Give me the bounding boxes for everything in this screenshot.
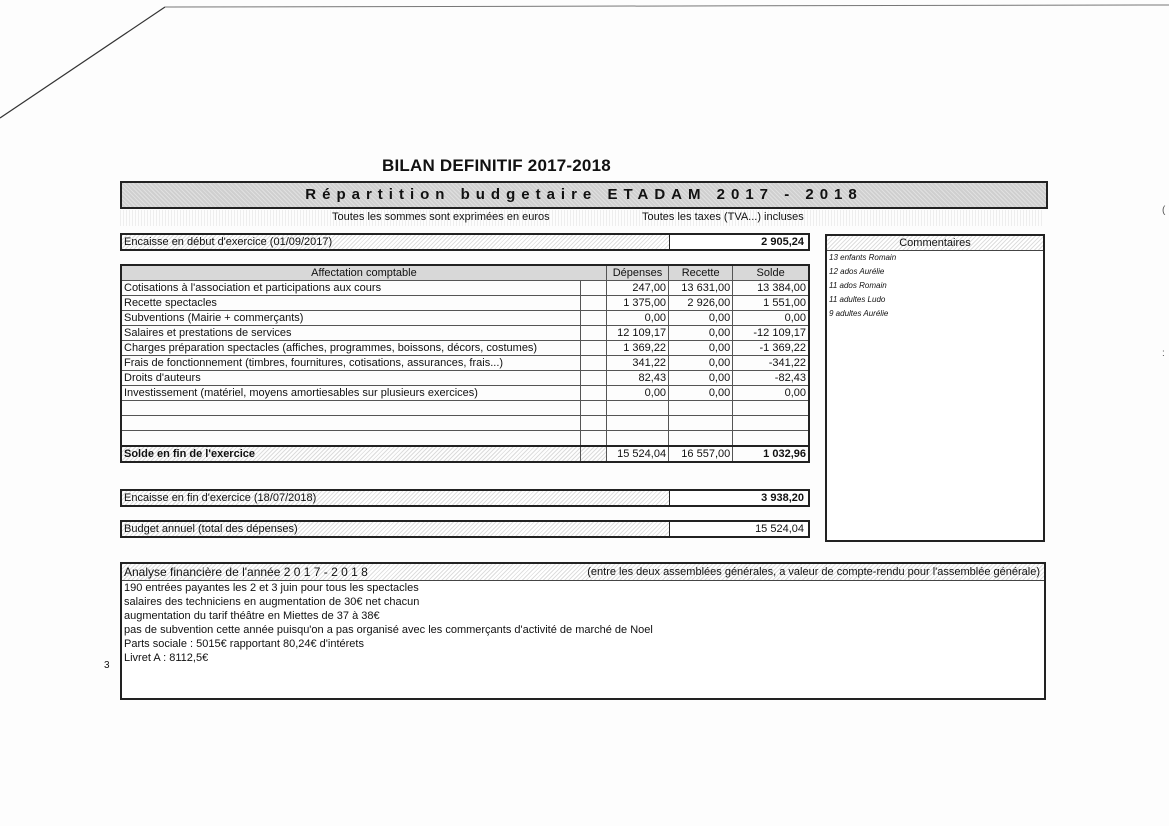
row-recette: 13 631,00 (669, 281, 733, 296)
row-code-cell (580, 296, 606, 311)
total-recette: 16 557,00 (669, 446, 733, 462)
row-depenses: 0,00 (606, 311, 668, 326)
row-recette (669, 416, 733, 431)
financial-analysis (120, 562, 1046, 700)
row-label (121, 431, 580, 447)
analysis-line: Livret A : 8112,5€ (124, 652, 209, 664)
row-solde: -341,22 (733, 356, 809, 371)
row-depenses: 82,43 (606, 371, 668, 386)
row-label: Recette spectacles (121, 296, 580, 311)
row-solde: 0,00 (733, 386, 809, 401)
header-depenses: Dépenses (606, 265, 668, 281)
table-row (121, 371, 809, 386)
analysis-line: pas de subvention cette année puisqu'on a pas organisé avec les commerçants d'activité de marché de Noel (124, 624, 653, 636)
row-depenses (606, 401, 668, 416)
row-code-cell (580, 371, 606, 386)
table-row (121, 416, 809, 431)
comments-panel (825, 234, 1045, 542)
comment-item: 12 ados Aurélie (829, 267, 885, 276)
row-label (121, 401, 580, 416)
closing-balance-label: Encaisse en fin d'exercice (18/07/2018) (124, 492, 317, 504)
header-solde: Solde (733, 265, 809, 281)
row-recette (669, 401, 733, 416)
row-solde: 13 384,00 (733, 281, 809, 296)
row-code-cell (580, 386, 606, 401)
total-code-cell (580, 446, 606, 462)
table-row (121, 356, 809, 371)
row-solde: -12 109,17 (733, 326, 809, 341)
subtitle-line (120, 210, 1044, 226)
total-row (121, 446, 809, 462)
row-label: Frais de fonctionnement (timbres, fournitures, cotisations, assurances, frais...) (121, 356, 580, 371)
row-recette: 0,00 (669, 341, 733, 356)
row-recette: 2 926,00 (669, 296, 733, 311)
scan-edge-line (0, 0, 1169, 130)
row-solde: 1 551,00 (733, 296, 809, 311)
table-header-row (121, 265, 809, 281)
comment-item: 9 adultes Aurélie (829, 309, 889, 318)
row-depenses (606, 416, 668, 431)
annual-budget-label: Budget annuel (total des dépenses) (124, 523, 298, 535)
opening-balance (120, 233, 810, 251)
analysis-line: salaires des techniciens en augmentation de 30€ net chacun (124, 596, 420, 608)
row-depenses: 341,22 (606, 356, 668, 371)
row-code-cell (580, 311, 606, 326)
row-recette: 0,00 (669, 326, 733, 341)
row-code-cell (580, 431, 606, 447)
row-depenses: 12 109,17 (606, 326, 668, 341)
analysis-title: Analyse financière de l'année 2 0 1 7 - 2 0 1 8 (124, 565, 368, 579)
row-recette: 0,00 (669, 356, 733, 371)
table-row (121, 326, 809, 341)
comments-header: Commentaires (827, 236, 1043, 251)
analysis-note: (entre les deux assemblées générales, a valeur de compte-rendu pour l'assemblée générale) (587, 566, 1040, 578)
table-row (121, 311, 809, 326)
comment-item: 11 adultes Ludo (829, 295, 886, 304)
analysis-line: 190 entrées payantes les 2 et 3 juin pour tous les spectacles (124, 582, 419, 594)
row-depenses: 0,00 (606, 386, 668, 401)
annual-budget (120, 520, 810, 538)
row-depenses: 1 375,00 (606, 296, 668, 311)
row-label: Investissement (matériel, moyens amortiesables sur plusieurs exercices) (121, 386, 580, 401)
table-row (121, 281, 809, 296)
row-code-cell (580, 356, 606, 371)
comment-item: 13 enfants Romain (829, 253, 897, 262)
currency-note: Toutes les sommes sont exprimées en euros (332, 211, 550, 223)
row-label (121, 416, 580, 431)
table-row (121, 386, 809, 401)
comment-item: 11 ados Romain (829, 281, 887, 290)
row-code-cell (580, 401, 606, 416)
row-code-cell (580, 341, 606, 356)
edge-mark: : (1162, 348, 1165, 359)
header-recette: Recette (669, 265, 733, 281)
row-code-cell (580, 326, 606, 341)
total-label: Solde en fin de l'exercice (121, 446, 580, 462)
edge-mark: ( (1162, 205, 1166, 216)
table-row (121, 341, 809, 356)
row-depenses: 247,00 (606, 281, 668, 296)
opening-balance-label: Encaisse en début d'exercice (01/09/2017) (124, 236, 333, 248)
closing-balance (120, 489, 810, 507)
header-affectation: Affectation comptable (121, 265, 606, 281)
row-solde (733, 401, 809, 416)
row-depenses (606, 431, 668, 447)
row-recette: 0,00 (669, 371, 733, 386)
tax-note: Toutes les taxes (TVA...) incluses (642, 211, 804, 223)
row-code-cell (580, 416, 606, 431)
row-solde: -82,43 (733, 371, 809, 386)
row-label: Subventions (Mairie + commerçants) (121, 311, 580, 326)
total-depenses: 15 524,04 (606, 446, 668, 462)
row-code-cell (580, 281, 606, 296)
budget-banner: Répartition budgetaire ETADAM 2017 - 2018 (120, 181, 1048, 209)
closing-balance-value: 3 938,20 (669, 491, 808, 505)
analysis-line: Parts sociale : 5015€ rapportant 80,24€ d'intérets (124, 638, 364, 650)
total-solde: 1 032,96 (733, 446, 809, 462)
row-label: Cotisations à l'association et participations aux cours (121, 281, 580, 296)
row-label: Salaires et prestations de services (121, 326, 580, 341)
table-row (121, 431, 809, 447)
opening-balance-value: 2 905,24 (669, 235, 808, 249)
row-depenses: 1 369,22 (606, 341, 668, 356)
row-solde (733, 431, 809, 447)
table-row (121, 296, 809, 311)
analysis-line: augmentation du tarif théâtre en Miettes de 37 à 38€ (124, 610, 380, 622)
accounting-table (120, 264, 810, 463)
row-recette: 0,00 (669, 311, 733, 326)
page-title: BILAN DEFINITIF 2017-2018 (382, 156, 611, 175)
analysis-header (122, 564, 1044, 581)
row-label: Charges préparation spectacles (affiches, programmes, boissons, décors, costumes) (121, 341, 580, 356)
row-solde (733, 416, 809, 431)
row-solde: -1 369,22 (733, 341, 809, 356)
row-label: Droits d'auteurs (121, 371, 580, 386)
page-number: 3 (104, 660, 110, 671)
table-row (121, 401, 809, 416)
annual-budget-value: 15 524,04 (669, 522, 808, 536)
row-solde: 0,00 (733, 311, 809, 326)
row-recette: 0,00 (669, 386, 733, 401)
row-recette (669, 431, 733, 447)
